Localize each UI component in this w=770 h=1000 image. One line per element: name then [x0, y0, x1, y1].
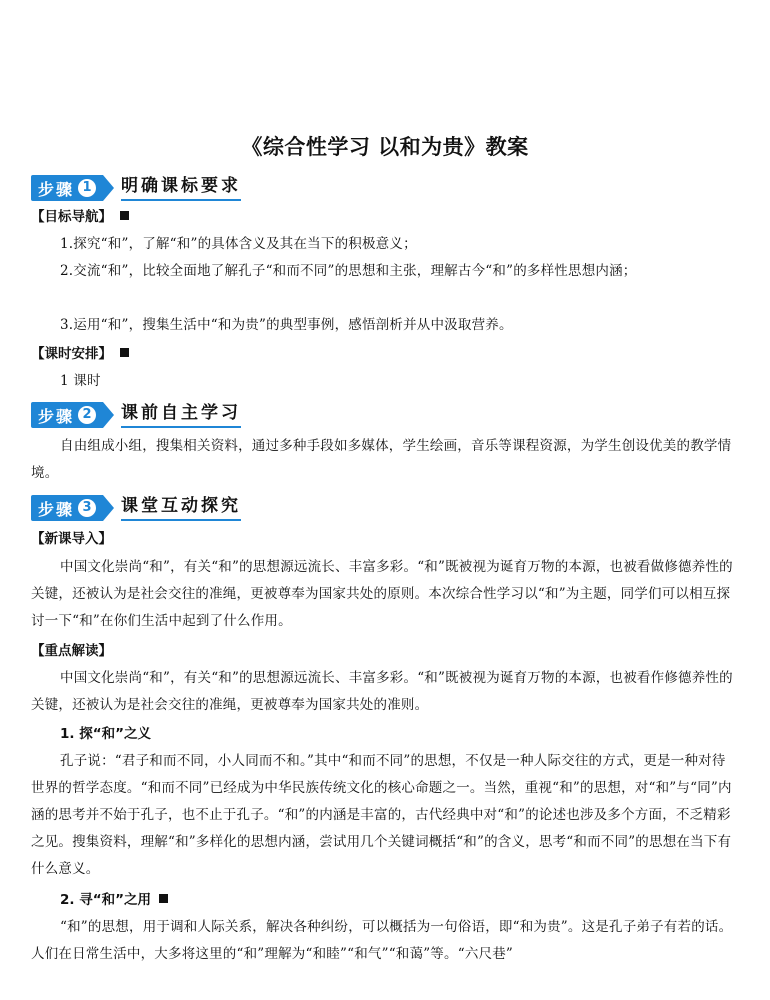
step-3-badge — [31, 495, 103, 521]
document-title: 《综合性学习 以和为贵》教案 — [241, 135, 529, 159]
square-bullet-icon — [159, 894, 168, 903]
preview-text: 自由组成小组，搜集相关资料，通过多种手段如多媒体，学生绘画，音乐等课程资源，为学生创设优美的教学情境。 — [31, 438, 732, 481]
step-3-title: 课堂互动探究 — [121, 495, 241, 521]
focus-subheading-1: 1. 探“和”之义 — [60, 726, 151, 742]
goal-item-1: 1.探究“和”，了解“和”的具体含义及其在当下的积极意义； — [60, 236, 417, 252]
focus-heading: 【重点解读】 — [31, 643, 112, 659]
step-1-title: 明确课标要求 — [121, 175, 241, 201]
step-2-banner — [31, 402, 241, 428]
step-2-title: 课前自主学习 — [121, 402, 241, 428]
step-1-badge — [31, 175, 103, 201]
square-bullet-icon — [120, 211, 129, 220]
focus-subheading-2: 2. 寻“和”之用 — [60, 889, 168, 911]
goal-item-2: 2.交流“和”，比较全面地了解孔子“和而不同”的思想和主张，理解古今“和”的多样性思想内涵； — [60, 263, 637, 279]
focus-sub1-text: 孔子说：“君子和而不同，小人同而不和。”其中“和而不同”的思想，不仅是一种人际交往的方式，更是一种对待世界的哲学态度。“和而不同”已经成为中华民族传统文化的核心命题之一。当然，重视“和”的思想，对“和”与“同”内涵的思考并不始于孔子，也不止于孔子。“和”的内涵是丰富的，古代经典中对“和”的论述也涉及多个方面，不乏精彩之见。搜集资料，理解“和”多样化的思想内涵，尝试用几个关键词概括“和”的含义，思考“和而不同”的思想在当下有什么意义。 — [31, 753, 732, 877]
step-1-word: 步骤 — [38, 179, 75, 199]
goals-heading: 【目标导航】 — [31, 206, 129, 228]
step-2-badge — [31, 402, 103, 428]
step-3-banner — [31, 495, 241, 521]
step-1-number: 1 — [78, 179, 96, 197]
focus-sub2-text: “和”的思想，用于调和人际关系，解决各种纠纷，可以概括为一句俗语，即“和为贵”。这是孔子弟子有若的话。人们在日常生活中，大多将这里的“和”理解为“和睦”“和气”“和蔼”等。“六尺巷” — [31, 919, 733, 962]
square-bullet-icon — [120, 348, 129, 357]
step-2-word: 步骤 — [38, 406, 75, 426]
step-2-number: 2 — [78, 406, 96, 424]
goal-item-3: 3.运用“和”，搜集生活中“和为贵”的典型事例，感悟剖析并从中汲取营养。 — [60, 317, 513, 333]
intro-heading: 【新课导入】 — [31, 531, 112, 547]
focus-text: 中国文化崇尚“和”，有关“和”的思想源远流长、丰富多彩。“和”既被视为诞育万物的本源，也被看作修德养性的关键，还被认为是社会交往的准绳，更被尊奉为国家共处的准则。 — [31, 670, 733, 713]
step-1-banner — [31, 175, 241, 201]
step-3-word: 步骤 — [38, 499, 75, 519]
intro-text: 中国文化崇尚“和”，有关“和”的思想源远流长、丰富多彩。“和”既被视为诞育万物的本源，也被看做修德养性的关键，还被认为是社会交往的准绳，更被尊奉为国家共处的原则。本次综合性学习以“和”为主题，同学们可以相互探讨一下“和”在你们生活中起到了什么作用。 — [31, 559, 733, 629]
schedule-text: 1 课时 — [60, 373, 101, 389]
step-3-number: 3 — [78, 499, 96, 517]
schedule-heading: 【课时安排】 — [31, 343, 129, 365]
